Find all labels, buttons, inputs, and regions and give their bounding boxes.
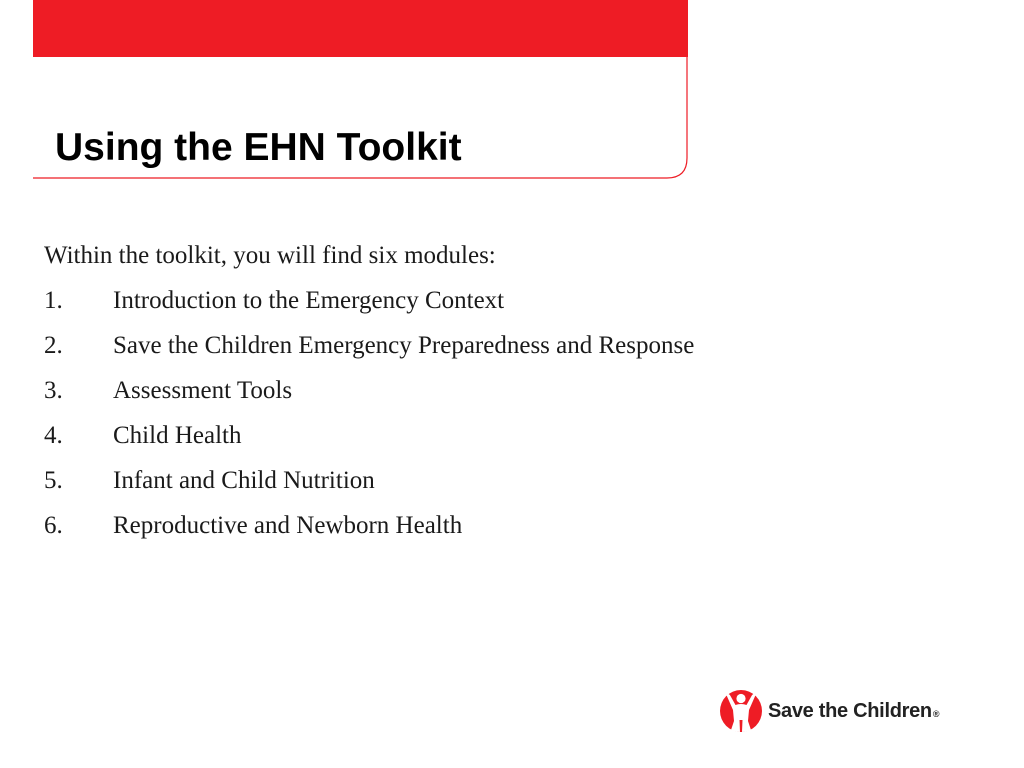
module-list [44, 281, 944, 551]
list-item [44, 326, 944, 371]
list-item-number: 5. [44, 467, 63, 494]
list-item-number: 1. [44, 287, 63, 314]
intro-text: Within the toolkit, you will find six modules: [44, 242, 496, 269]
child-figure-icon [718, 687, 764, 735]
list-item-number: 4. [44, 422, 63, 449]
list-item-label: Assessment Tools [113, 377, 293, 404]
list-item-number: 6. [44, 512, 63, 539]
list-item-label: Save the Children Emergency Preparedness and Response [113, 332, 695, 359]
list-item [44, 281, 944, 326]
list-item [44, 461, 944, 506]
slide-title: Using the EHN Toolkit [55, 126, 462, 169]
list-item [44, 506, 944, 551]
list-item [44, 371, 944, 416]
logo-wordmark [768, 700, 939, 723]
list-item-number: 2. [44, 332, 63, 359]
registered-mark: ® [932, 708, 940, 719]
logo-name: Save the Children [768, 699, 932, 722]
list-item [44, 416, 944, 461]
list-item-label: Child Health [113, 422, 242, 449]
list-item-number: 3. [44, 377, 63, 404]
save-the-children-logo [718, 686, 968, 736]
list-item-label: Infant and Child Nutrition [113, 467, 375, 494]
list-item-label: Reproductive and Newborn Health [113, 512, 463, 539]
list-item-label: Introduction to the Emergency Context [113, 287, 505, 314]
slide-body [44, 236, 944, 551]
